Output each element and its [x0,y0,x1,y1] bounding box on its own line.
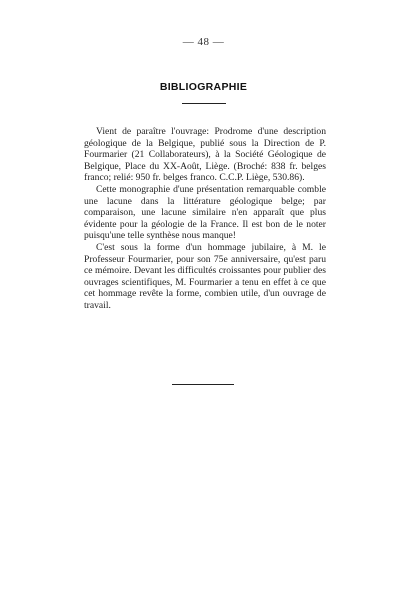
paragraph-monograph: Cette monographie d'une présentation remarquable comble une lacune dans la littérature géologique belge; par comparaison, une lacune similaire n'en apparaît que plus évidente pour la géologie de la France. Il est bon de le noter puisqu'une telle synthèse nous manque! [84,183,326,242]
paragraph-announcement: Vient de paraître l'ouvrage: Prodrome d'une description géologique de la Belgique, publié sous la Direction de P. Fourmarier (21 Collaborateurs), à la Société Géologique de Belgique, Place du XX-Août, Liège. (Broché: 838 fr. belges franco; relié: 950 fr. belges franco. C.C.P. Liège, 530.86). [84,126,326,184]
page-number: — 48 — [182,36,225,48]
section-heading: BIBLIOGRAPHIE [159,81,248,93]
heading-divider [182,103,226,104]
body-text [84,126,326,312]
paragraph-tribute: C'est sous la forme d'un hommage jubilaire, à M. le Professeur Fourmarier, pour son 75e anniversaire, qu'est paru ce mémoire. Devant les difficultés croissantes pour publier des ouvrages scientifiques, M. Fourmarier a tenu en effet à ce que cet hommage revête la forme, combien utile, d'un ouvrage de travail. [84,241,326,311]
closing-divider [172,384,234,385]
